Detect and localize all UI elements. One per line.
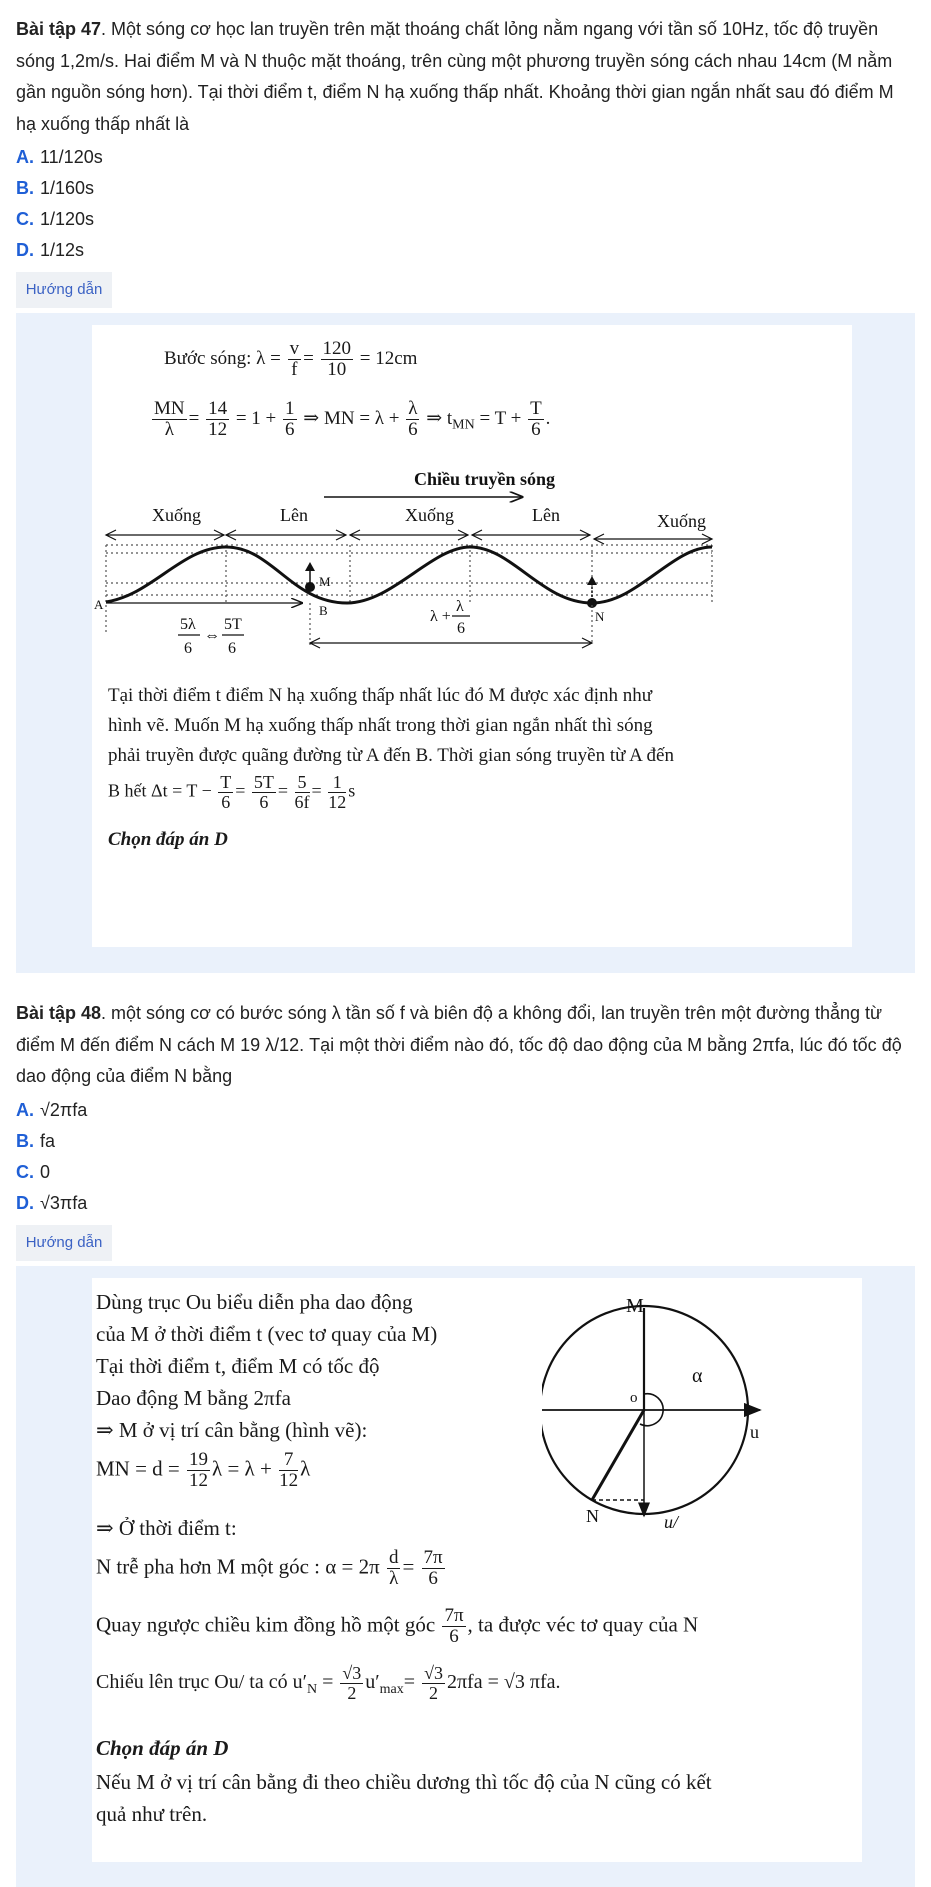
- numerator: T: [530, 398, 542, 419]
- formula-text: =: [403, 1670, 416, 1693]
- fraction: [187, 1450, 210, 1491]
- frac-5T: 5T: [224, 616, 242, 633]
- formula-text: =: [311, 780, 322, 801]
- numerator: v: [289, 338, 300, 359]
- sol48-line-9: [96, 1606, 698, 1647]
- numerator: 5: [295, 773, 310, 793]
- option-letter: A.: [16, 147, 34, 167]
- mn-formula: $\frac{MN}{\lambda}$ = $\frac{14}{12}$ = 1 + $\frac{1}{6}$ ⇒ MN = λ + $\frac{\lambda}{6}$ ⇒ $t_{MN} = T$ + $\frac{T}{6}$ .: [154, 398, 551, 440]
- sol-para-3: phải truyền được quãng đường từ A đến B. Thời gian sóng truyền từ A đến: [108, 745, 674, 766]
- answer-text: Chọn đáp án D: [108, 829, 228, 850]
- numerator: 7: [279, 1450, 298, 1471]
- sol48-line-11: Nếu M ở vị trí cân bằng đi theo chiều dương thì tốc độ của N cũng có kết: [96, 1770, 712, 1794]
- formula-text: Chiếu lên trục Ou/ ta có u′: [96, 1670, 307, 1693]
- option-letter: C.: [16, 209, 34, 229]
- denominator: 12: [189, 1469, 209, 1491]
- answer-47: [108, 829, 228, 851]
- option-d[interactable]: [16, 235, 84, 266]
- formula-text: .: [545, 407, 551, 429]
- numerator: 14: [208, 398, 228, 419]
- point-m: [305, 582, 315, 592]
- option-text: 1/120s: [40, 209, 95, 229]
- numerator: 19: [189, 1449, 209, 1470]
- sol48-line-10: [96, 1664, 560, 1703]
- fraction: [206, 399, 229, 440]
- denominator: 6: [259, 791, 269, 812]
- numerator: 1: [285, 398, 295, 419]
- question-47-body: . Một sóng cơ học lan truyền trên mặt thoáng chất lỏng nằm ngang với tần số 10Hz, tốc độ truyền sóng 1,2m/s. Hai điểm M và N thuộc mặt thoáng, trên cùng một phương truyền sóng cách nhau 14cm (M nằm gần nguồn sóng hơn). Tại thời điểm t, điểm N hạ xuống thấp nhất. Khoảng thời gian ngắn nhất sau đó điểm M hạ xuống thấp nhất là: [16, 19, 894, 134]
- subscript: N: [307, 1681, 318, 1697]
- label-u: u: [750, 1422, 759, 1442]
- fraction: [406, 399, 419, 440]
- numerator: MN: [154, 398, 185, 419]
- denominator: 12: [279, 1469, 299, 1491]
- option-letter: D.: [16, 240, 34, 260]
- solution-image-47: [92, 325, 852, 947]
- point-n-label: N: [595, 609, 605, 624]
- formula-text: , ta được véc tơ quay của N: [467, 1612, 699, 1637]
- sol48-line-1: Dùng trục Ou biểu diễn pha dao động: [96, 1290, 413, 1314]
- formula-text: B hết Δt = T −: [108, 780, 212, 801]
- option-text: fa: [40, 1131, 56, 1151]
- numerator: T: [220, 772, 232, 792]
- sol48-line-8: [96, 1548, 447, 1589]
- label-len-1: Lên: [280, 505, 308, 525]
- option-letter: B.: [16, 1131, 34, 1151]
- sol-para-2: hình vẽ. Muốn M hạ xuống thấp nhất trong thời gian ngắn nhất thì sóng: [108, 715, 653, 736]
- distance-label: λ +: [430, 608, 451, 625]
- numerator: √3: [424, 1663, 443, 1683]
- formula-text: =: [322, 1670, 334, 1693]
- denominator: 12: [328, 791, 347, 812]
- option-text: 1/12s: [40, 240, 85, 260]
- numerator: √3: [342, 1663, 362, 1683]
- frac-5lam: 5λ: [180, 616, 196, 633]
- numerator: 120: [322, 338, 352, 359]
- sol-para-1: Tại thời điểm t điểm N hạ xuống thấp nhất lúc đó M được xác định như: [108, 685, 653, 706]
- fraction: [295, 773, 310, 812]
- label-xuong-1: Xuống: [152, 505, 201, 525]
- guide-toggle-47[interactable]: Hướng dẫn: [16, 272, 112, 308]
- label-o: o: [630, 1390, 638, 1406]
- formula-text: u′: [365, 1670, 380, 1693]
- question-47-text: [16, 14, 916, 140]
- numerator: d: [388, 1547, 399, 1568]
- sol48-line-2: của M ở thời điểm t (vec tơ quay của M): [96, 1322, 438, 1346]
- denominator: 6f: [294, 791, 310, 812]
- denominator: λ: [164, 418, 174, 440]
- denominator: 2: [347, 1682, 357, 1703]
- label-len-2: Lên: [532, 505, 560, 525]
- fraction: [252, 773, 276, 812]
- denominator: 6: [428, 1567, 438, 1589]
- denominator: 12: [208, 418, 228, 440]
- fraction: [340, 1664, 363, 1703]
- solution-image-48: [92, 1278, 862, 1862]
- question-48-label: Bài tập 48: [16, 1003, 102, 1023]
- frac-6a: 6: [184, 640, 192, 657]
- formula-text: MN = d =: [96, 1456, 180, 1481]
- fraction: [283, 399, 297, 440]
- denominator: 6: [531, 418, 541, 440]
- label-n: N: [586, 1506, 599, 1526]
- answer-48: [96, 1736, 228, 1761]
- fraction: [152, 399, 187, 440]
- option-text: √2πfa: [40, 1100, 88, 1120]
- frac-6b: 6: [228, 640, 236, 657]
- distance-num: λ: [456, 598, 464, 615]
- formula-text: 2πfa = √3 πfa.: [446, 1670, 561, 1693]
- formula-text: =: [277, 780, 289, 801]
- fraction: [218, 773, 233, 812]
- option-letter: B.: [16, 178, 34, 198]
- fraction: [422, 1548, 445, 1589]
- formula-text: s: [348, 780, 356, 801]
- subscript: max: [379, 1681, 404, 1697]
- denominator: 2: [429, 1682, 438, 1703]
- option-text: 11/120s: [40, 147, 103, 167]
- phasor-diagram: [542, 1278, 802, 1548]
- option-text: 0: [40, 1162, 51, 1182]
- label-xuong-2: Xuống: [405, 505, 454, 525]
- numerator: 1: [328, 773, 346, 793]
- fraction: [328, 773, 346, 812]
- sol48-line-5: ⇒ M ở vị trí cân bằng (hình vẽ):: [96, 1418, 368, 1442]
- point-b-label: B: [319, 603, 328, 618]
- sol48-line-4: Dao động M bằng 2πfa: [96, 1386, 291, 1410]
- wavelength-formula: Bước sóng: λ = $\frac{v}{f}$ = $\frac{120}{10}$ = 12cm: [164, 338, 418, 380]
- label-alpha: α: [692, 1365, 703, 1387]
- formula-text: = 1 +: [235, 407, 277, 429]
- fraction: [279, 1450, 298, 1491]
- fraction: [321, 339, 354, 380]
- subscript: MN: [452, 417, 475, 433]
- wave-diagram: [92, 465, 852, 665]
- label-u-prime: u/: [664, 1512, 679, 1532]
- option-b[interactable]: [16, 1126, 55, 1157]
- label-xuong-3: Xuống: [657, 511, 706, 531]
- formula-text: ⇒ MN = λ +: [303, 407, 400, 429]
- fraction: [422, 1664, 445, 1703]
- formula-text: = T +: [479, 407, 522, 429]
- numerator: λ: [408, 398, 418, 419]
- question-48-text: [16, 998, 916, 1093]
- iff-symbol: ⇔: [204, 627, 220, 644]
- direction-label: Chiều truyền sóng: [414, 469, 556, 489]
- numerator: 7π: [423, 1547, 443, 1568]
- formula-text: Quay ngược chiều kim đồng hồ một góc: [96, 1612, 436, 1637]
- option-d[interactable]: [16, 1188, 87, 1219]
- question-48-body: . một sóng cơ có bước sóng λ tần số f và biên độ a không đổi, lan truyền trên một đường thẳng từ điểm M đến điểm N cách M 19 λ/12. Tại một thời điểm nào đó, tốc độ dao động của M bằng 2πfa, lúc đó tốc độ dao động của điểm N bằng: [16, 1003, 902, 1086]
- formula-text: Bước sóng: λ =: [164, 347, 281, 369]
- denominator: f: [291, 358, 298, 380]
- sol48-line-12: quả như trên.: [96, 1802, 208, 1826]
- sol-para-4: [108, 773, 355, 812]
- numerator: 7π: [444, 1605, 464, 1626]
- fraction: [442, 1606, 465, 1647]
- fraction: [528, 399, 544, 440]
- formula-text: =: [235, 780, 246, 801]
- denominator: 6: [285, 418, 295, 440]
- sol48-line-3: Tại thời điểm t, điểm M có tốc độ: [96, 1354, 380, 1378]
- formula-text: N trễ pha hơn M một góc : α = 2π: [96, 1554, 380, 1579]
- option-text: 1/160s: [40, 178, 95, 198]
- question-47-label: Bài tập 47: [16, 19, 102, 39]
- formula-text: ⇒ t: [426, 407, 453, 429]
- point-a-label: A: [94, 597, 104, 612]
- option-letter: A.: [16, 1100, 34, 1120]
- formula-text: λ = λ +: [212, 1456, 272, 1481]
- label-m: M: [626, 1295, 644, 1317]
- solution-panel-47: [16, 313, 915, 973]
- fraction: [288, 339, 302, 380]
- sol48-line-7: ⇒ Ở thời điểm t:: [96, 1516, 237, 1540]
- denominator: 6: [449, 1625, 459, 1647]
- denominator: 6: [221, 791, 231, 812]
- option-a[interactable]: [16, 1095, 87, 1126]
- option-letter: D.: [16, 1193, 34, 1213]
- fraction: [387, 1548, 401, 1589]
- sol48-line-6: [96, 1450, 310, 1491]
- option-c[interactable]: [16, 204, 94, 235]
- point-m-label: M: [319, 574, 331, 589]
- formula-text: =: [402, 1554, 415, 1579]
- formula-text: = 12cm: [359, 347, 418, 369]
- option-c[interactable]: [16, 1157, 50, 1188]
- option-text: √3πfa: [40, 1193, 88, 1213]
- denominator: 6: [408, 418, 418, 440]
- guide-toggle-48[interactable]: Hướng dẫn: [16, 1225, 112, 1261]
- denominator: λ: [389, 1567, 399, 1589]
- option-letter: C.: [16, 1162, 34, 1182]
- vector-n: [592, 1410, 644, 1500]
- formula-text: λ: [300, 1456, 311, 1481]
- denominator: 10: [327, 358, 347, 380]
- distance-den: 6: [457, 620, 465, 637]
- solution-panel-48: [16, 1266, 915, 1887]
- numerator: 5T: [253, 772, 274, 792]
- answer-text: Chọn đáp án D: [96, 1736, 229, 1760]
- option-a[interactable]: [16, 142, 103, 173]
- option-b[interactable]: [16, 173, 94, 204]
